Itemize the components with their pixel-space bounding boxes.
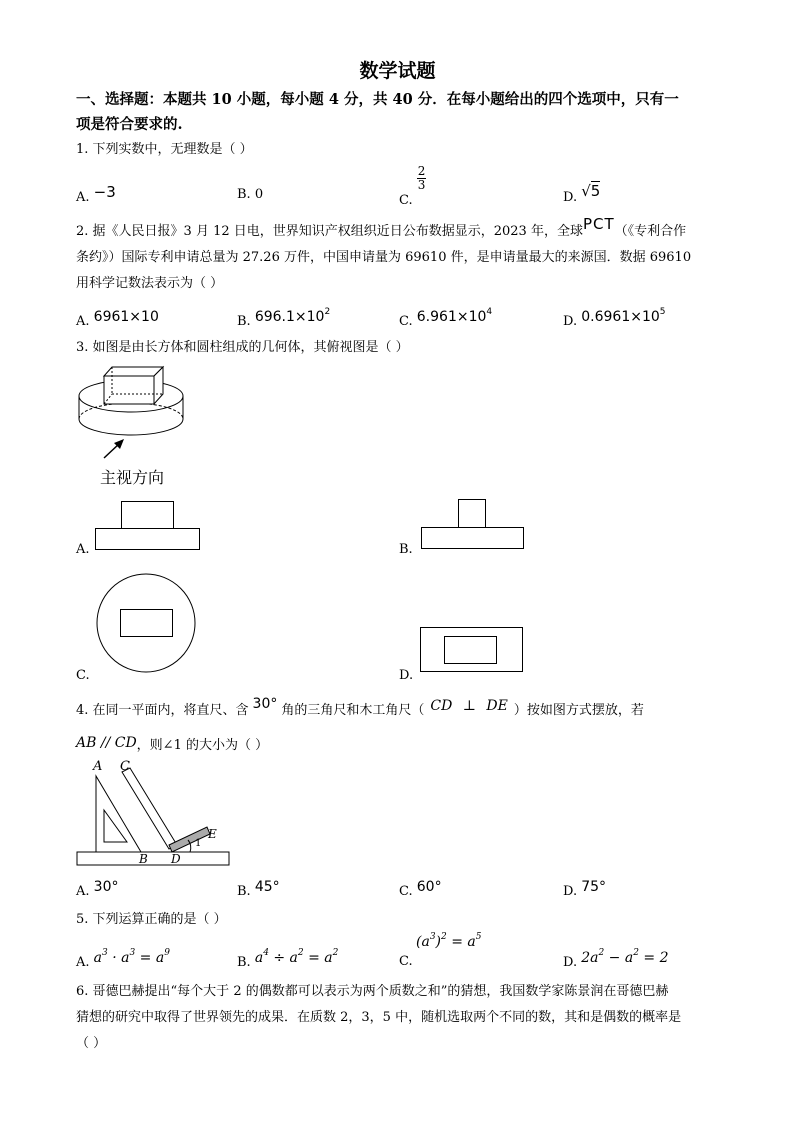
q5-option-a-label: A. xyxy=(76,955,90,970)
fig-label-e: E xyxy=(208,827,217,841)
q4-angle: 30° xyxy=(252,696,278,712)
q3-option-b-label: B. xyxy=(399,542,413,557)
q4-option-d-value: 75° xyxy=(581,879,607,895)
fig-label-b: B xyxy=(139,852,148,866)
q4-option-c-value: 60° xyxy=(416,879,442,895)
q2-option-c-label: C. xyxy=(399,314,413,329)
q1-option-a-label: A. xyxy=(76,190,90,205)
q1-option-d-radicand: 5 xyxy=(590,182,601,200)
q4-option-a-value: 30° xyxy=(93,879,119,895)
q5-option-b-expr: $a^4 \div a^2 = a^2$ xyxy=(254,948,339,966)
q2-option-c-base: 6.961×10 xyxy=(416,309,487,325)
q4-option-c xyxy=(399,879,442,899)
fig-label-c: C xyxy=(120,759,130,774)
q5-option-a xyxy=(76,948,170,970)
q5-option-a-expr: $a^3 \cdot a^3 = a^9$ xyxy=(93,948,170,966)
q3-stem: 3. 如图是由长方体和圆柱组成的几何体，其俯视图是（ ） xyxy=(76,340,409,355)
q5-option-c-label: C. xyxy=(399,954,413,969)
q3-option-a-label: A. xyxy=(76,542,90,557)
q4-option-d xyxy=(563,879,607,899)
q6-line3: （ ） xyxy=(76,1036,107,1051)
q2-line1b: （《专利合作 xyxy=(614,224,687,239)
q6-line1: 6. 哥德巴赫提出“每个大于 2 的偶数都可以表示为两个质数之和”的猜想，我国数学家陈景润在哥德巴赫 xyxy=(76,984,669,999)
q2-option-a-label: A. xyxy=(76,314,90,329)
q4-option-a-label: A. xyxy=(76,884,90,899)
q4-option-b-value: 45° xyxy=(254,879,280,895)
section-header-line2: 项是符合要求的. xyxy=(76,116,183,133)
sqrt-symbol: √5 xyxy=(581,182,601,200)
q4-option-b xyxy=(237,879,280,899)
q5-option-d-expr: $2a^2 - a^2 = 2$ xyxy=(581,948,669,966)
q5-option-d xyxy=(563,948,669,970)
q4-line1a: 4. 在同一平面内，将直尺、含 xyxy=(76,703,249,718)
q1-option-b: B. 0 xyxy=(237,187,264,202)
q3-option-c-label: C. xyxy=(76,668,90,683)
fraction-numerator: 2 xyxy=(417,164,426,178)
q6-line2: 猜想的研究中取得了世界领先的成果．在质数 2，3，5 中，随机选取两个不同的数，其和是偶数的概率是 xyxy=(76,1010,682,1025)
q4-option-a xyxy=(76,879,119,899)
fig-label-a: A xyxy=(93,759,103,774)
q5-stem: 5. 下列运算正确的是（ ） xyxy=(76,912,227,927)
q2-pct: PCT xyxy=(582,215,615,233)
q1-stem: 1. 下列实数中，无理数是（ ） xyxy=(76,142,253,157)
q4-option-c-label: C. xyxy=(399,884,413,899)
fig-label-d: D xyxy=(171,852,181,866)
q4-option-b-label: B. xyxy=(237,884,251,899)
q2-line3: 用科学记数法表示为（ ） xyxy=(76,276,224,291)
q2-option-d-label: D. xyxy=(563,314,578,329)
q2-option-b-exp: 2 xyxy=(324,307,331,317)
q4-parallel: AB // CD xyxy=(76,735,137,751)
q2-line2: 条约》）国际专利申请总量为 27.26 万件，中国申请量为 69610 件，是申请量最大的来源国．数据 69610 xyxy=(76,250,692,265)
q5-option-b-label: B. xyxy=(237,955,251,970)
q5-option-c-expr: $(a^3)^2 = a^5$ xyxy=(416,932,482,950)
q4-line1b: 角的三角尺和木工角尺（ xyxy=(281,703,425,718)
view-direction-label: 主视方向 xyxy=(100,468,165,487)
q2-line1a: 2. 据《人民日报》3 月 12 日电，世界知识产权组织近日公布数据显示，2023 年，全球 xyxy=(76,224,583,239)
q1-option-d-label: D. xyxy=(563,190,578,205)
q2-option-d-base: 0.6961×10 xyxy=(581,309,660,325)
q2-option-d-exp: 5 xyxy=(659,307,666,317)
fig-label-angle-1: 1 xyxy=(195,838,202,849)
q1-option-a-value: −3 xyxy=(93,183,116,201)
page-title: 数学试题 xyxy=(359,60,436,82)
q5-option-d-label: D. xyxy=(563,955,578,970)
q4-line1c: ）按如图方式摆放，若 xyxy=(513,703,644,718)
q5-option-b xyxy=(237,948,339,970)
fraction-denominator: 3 xyxy=(417,178,426,192)
section-header-line1: 一、选择题：本题共 10 小题，每小题 4 分，共 40 分．在每小题给出的四个选项中，只有一 xyxy=(76,91,679,108)
q4-perp: CD ⊥ DE xyxy=(430,698,508,714)
q2-option-a-value: 6961×10 xyxy=(93,309,159,325)
q3-option-d-label: D. xyxy=(399,668,414,683)
q2-option-b-base: 696.1×10 xyxy=(254,309,325,325)
q4-option-d-label: D. xyxy=(563,884,578,899)
q4-line2b: ，则∠1 的大小为（ ） xyxy=(136,738,269,753)
q1-option-c-label: C. xyxy=(399,193,413,208)
q2-option-c-exp: 4 xyxy=(486,307,493,317)
q2-option-b-label: B. xyxy=(237,314,251,329)
